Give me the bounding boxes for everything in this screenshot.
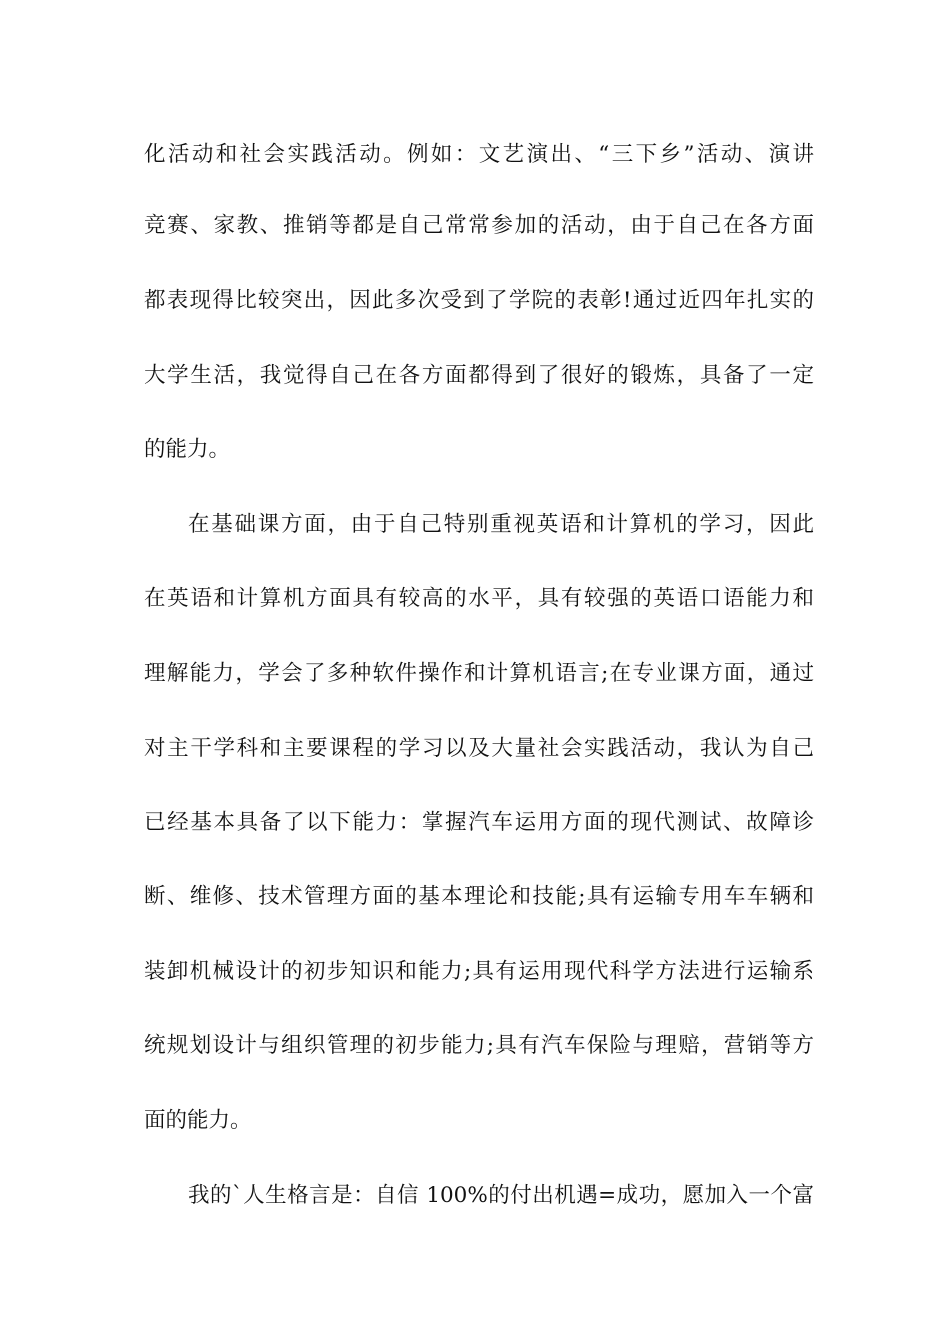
text-line: 已经基本具备了以下能力：掌握汽车运用方面的现代测试、故障诊 — [144, 810, 814, 835]
text-line: 统规划设计与组织管理的初步能力;具有汽车保险与理赔，营销等方 — [144, 1033, 814, 1058]
text-line: 断、维修、技术管理方面的基本理论和技能;具有运输专用车车辆和 — [144, 884, 814, 909]
text-line: 竞赛、家教、推销等都是自己常常参加的活动，由于自己在各方面 — [144, 213, 814, 238]
text-line: 对主干学科和主要课程的学习以及大量社会实践活动，我认为自己 — [144, 736, 814, 761]
text-line: 都表现得比较突出，因此多次受到了学院的表彰!通过近四年扎实的 — [144, 288, 814, 313]
paragraph-first-line: 我的`人生格言是：自信 100%的付出机遇=成功，愿加入一个富 — [188, 1183, 814, 1208]
text-line: 大学生活，我觉得自己在各方面都得到了很好的锻炼，具备了一定 — [144, 363, 814, 388]
paragraph-first-line: 在基础课方面，由于自己特别重视英语和计算机的学习，因此 — [188, 512, 814, 537]
text-line: 在英语和计算机方面具有较高的水平，具有较强的英语口语能力和 — [144, 586, 814, 611]
text-line: 的能力。 — [144, 437, 231, 462]
text-line: 面的能力。 — [144, 1108, 252, 1133]
text-line: 装卸机械设计的初步知识和能力;具有运用现代科学方法进行运输系 — [144, 959, 814, 984]
text-line: 理解能力，学会了多种软件操作和计算机语言;在专业课方面，通过 — [144, 661, 814, 686]
text-line: 化活动和社会实践活动。例如：文艺演出、“三下乡”活动、演讲 — [144, 142, 814, 167]
